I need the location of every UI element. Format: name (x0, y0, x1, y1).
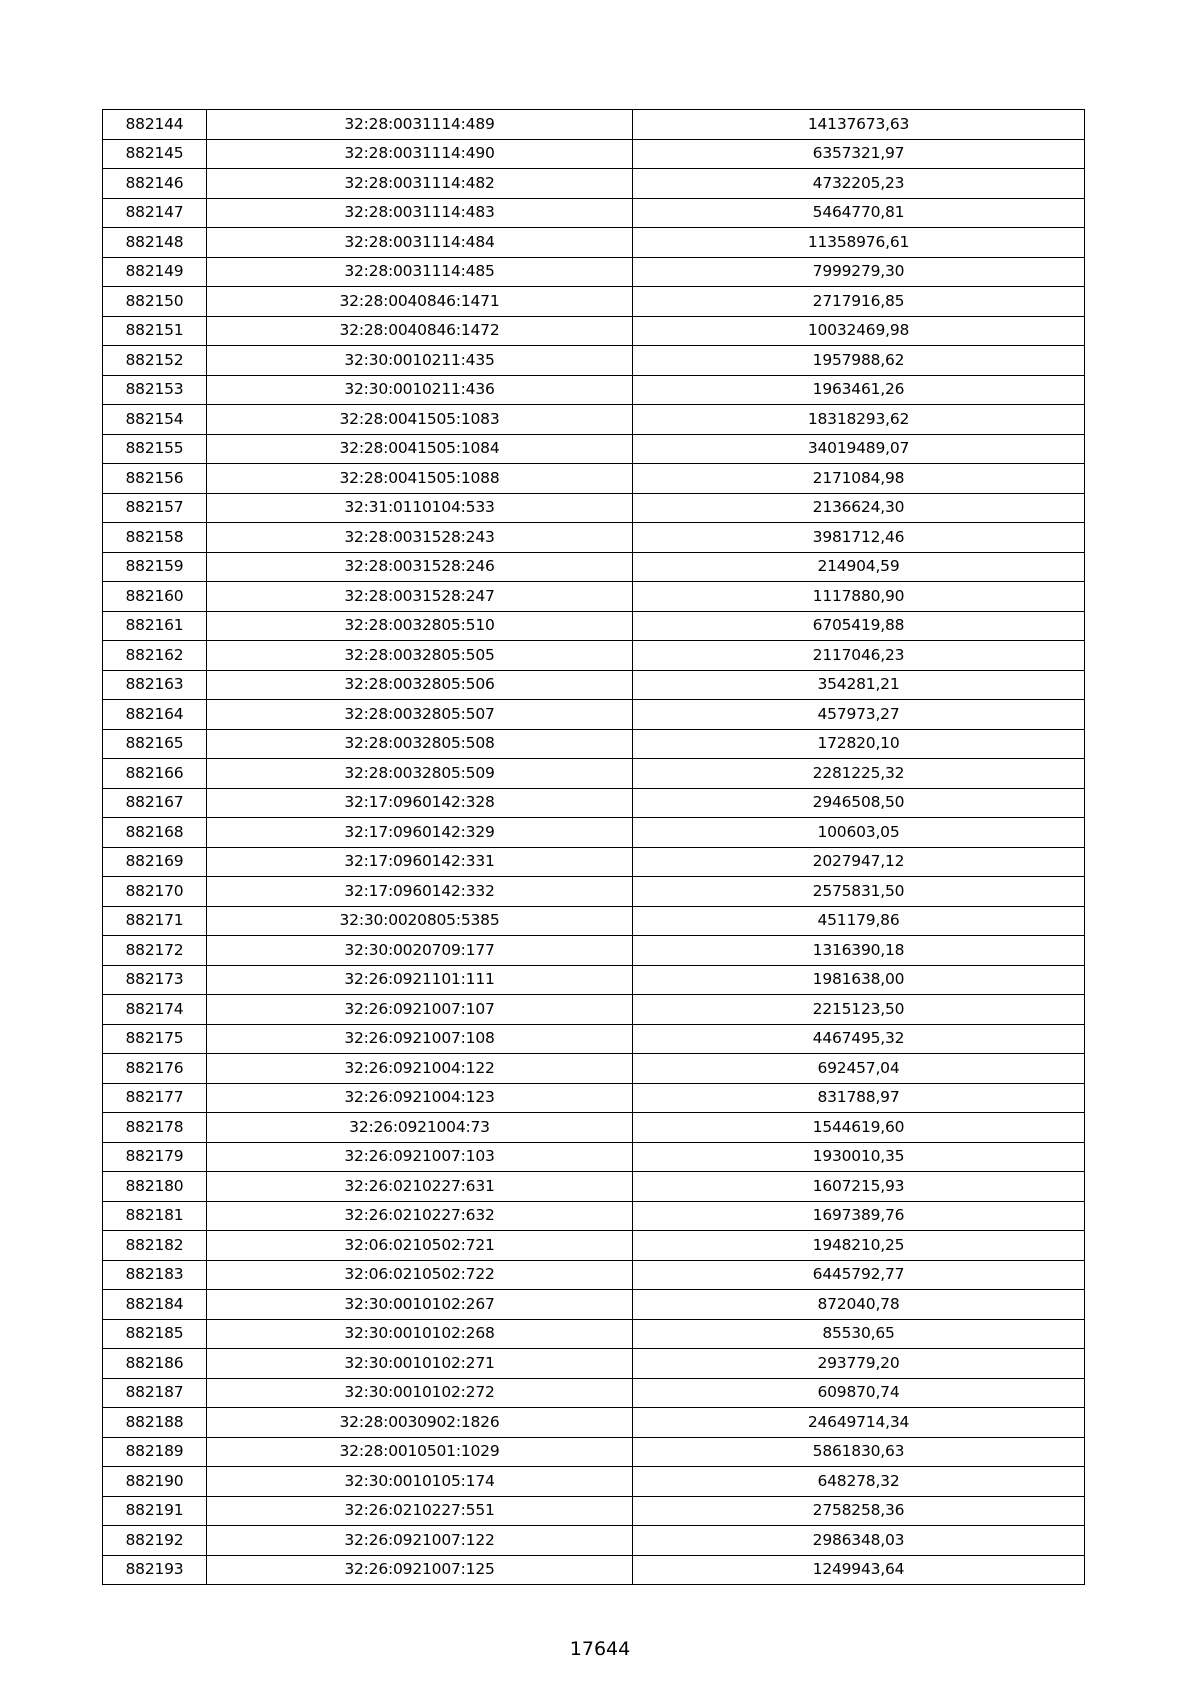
cadastral-value-cell: 1544619,60 (633, 1113, 1085, 1143)
row-number-cell: 882182 (103, 1231, 207, 1261)
row-number-cell: 882168 (103, 818, 207, 848)
row-number-cell: 882171 (103, 906, 207, 936)
table-row (103, 287, 1085, 317)
cadastral-number-cell: 32:17:0960142:332 (207, 877, 633, 907)
cadastral-value-cell: 2136624,30 (633, 493, 1085, 523)
cadastral-number-cell: 32:17:0960142:328 (207, 788, 633, 818)
cadastral-number-cell: 32:30:0010211:435 (207, 346, 633, 376)
table-row (103, 1113, 1085, 1143)
table-row (103, 1142, 1085, 1172)
cadastral-value-cell: 6705419,88 (633, 611, 1085, 641)
row-number-cell: 882191 (103, 1496, 207, 1526)
row-number-cell: 882153 (103, 375, 207, 405)
row-number-cell: 882173 (103, 965, 207, 995)
page-number: 17644 (569, 1638, 631, 1660)
cadastral-number-cell: 32:31:0110104:533 (207, 493, 633, 523)
row-number-cell: 882190 (103, 1467, 207, 1497)
cadastral-value-cell: 2281225,32 (633, 759, 1085, 789)
table-row (103, 1526, 1085, 1556)
cadastral-number-cell: 32:28:0032805:509 (207, 759, 633, 789)
cadastral-number-cell: 32:28:0032805:506 (207, 670, 633, 700)
row-number-cell: 882178 (103, 1113, 207, 1143)
cadastral-number-cell: 32:30:0010102:272 (207, 1378, 633, 1408)
table-row (103, 1467, 1085, 1497)
cadastral-value-cell: 2575831,50 (633, 877, 1085, 907)
table-row (103, 1172, 1085, 1202)
cadastral-number-cell: 32:26:0921004:73 (207, 1113, 633, 1143)
row-number-cell: 882146 (103, 169, 207, 199)
cadastral-number-cell: 32:30:0010105:174 (207, 1467, 633, 1497)
cadastral-value-cell: 831788,97 (633, 1083, 1085, 1113)
table-row (103, 169, 1085, 199)
table-row (103, 906, 1085, 936)
table-row (103, 1349, 1085, 1379)
row-number-cell: 882192 (103, 1526, 207, 1556)
row-number-cell: 882144 (103, 110, 207, 140)
cadastral-value-cell: 5861830,63 (633, 1437, 1085, 1467)
table-row (103, 1437, 1085, 1467)
cadastral-value-cell: 2215123,50 (633, 995, 1085, 1025)
table-row (103, 847, 1085, 877)
row-number-cell: 882148 (103, 228, 207, 258)
row-number-cell: 882185 (103, 1319, 207, 1349)
cadastral-number-cell: 32:28:0032805:505 (207, 641, 633, 671)
row-number-cell: 882149 (103, 257, 207, 287)
cadastral-value-cell: 692457,04 (633, 1054, 1085, 1084)
cadastral-number-cell: 32:26:0210227:551 (207, 1496, 633, 1526)
row-number-cell: 882157 (103, 493, 207, 523)
cadastral-number-cell: 32:26:0921004:122 (207, 1054, 633, 1084)
cadastral-value-cell: 1948210,25 (633, 1231, 1085, 1261)
cadastral-value-cell: 1316390,18 (633, 936, 1085, 966)
row-number-cell: 882176 (103, 1054, 207, 1084)
table-row (103, 552, 1085, 582)
table-row (103, 611, 1085, 641)
cadastral-number-cell: 32:28:0031114:485 (207, 257, 633, 287)
cadastral-value-cell: 451179,86 (633, 906, 1085, 936)
cadastral-number-cell: 32:26:0210227:631 (207, 1172, 633, 1202)
table-row (103, 464, 1085, 494)
cadastral-value-cell: 4732205,23 (633, 169, 1085, 199)
table-row (103, 198, 1085, 228)
cadastral-number-cell: 32:28:0032805:510 (207, 611, 633, 641)
cadastral-value-cell: 1957988,62 (633, 346, 1085, 376)
cadastral-value-cell: 172820,10 (633, 729, 1085, 759)
cadastral-value-cell: 1697389,76 (633, 1201, 1085, 1231)
cadastral-number-cell: 32:30:0010102:271 (207, 1349, 633, 1379)
cadastral-value-cell: 648278,32 (633, 1467, 1085, 1497)
table-row (103, 434, 1085, 464)
cadastral-number-cell: 32:28:0041505:1088 (207, 464, 633, 494)
cadastral-number-cell: 32:06:0210502:722 (207, 1260, 633, 1290)
cadastral-number-cell: 32:17:0960142:329 (207, 818, 633, 848)
cadastral-number-cell: 32:28:0031114:483 (207, 198, 633, 228)
row-number-cell: 882187 (103, 1378, 207, 1408)
cadastral-number-cell: 32:28:0032805:507 (207, 700, 633, 730)
cadastral-value-cell: 1981638,00 (633, 965, 1085, 995)
table-row (103, 375, 1085, 405)
row-number-cell: 882151 (103, 316, 207, 346)
row-number-cell: 882150 (103, 287, 207, 317)
table-row (103, 1496, 1085, 1526)
row-number-cell: 882156 (103, 464, 207, 494)
cadastral-number-cell: 32:26:0921004:123 (207, 1083, 633, 1113)
row-number-cell: 882164 (103, 700, 207, 730)
cadastral-number-cell: 32:28:0031528:247 (207, 582, 633, 612)
cadastral-number-cell: 32:26:0921101:111 (207, 965, 633, 995)
table-row (103, 1260, 1085, 1290)
table-row (103, 1319, 1085, 1349)
row-number-cell: 882145 (103, 139, 207, 169)
row-number-cell: 882163 (103, 670, 207, 700)
table-row (103, 1290, 1085, 1320)
table-row (103, 877, 1085, 907)
table-row (103, 493, 1085, 523)
row-number-cell: 882181 (103, 1201, 207, 1231)
table-row (103, 316, 1085, 346)
table-row (103, 759, 1085, 789)
cadastral-value-cell: 2171084,98 (633, 464, 1085, 494)
cadastral-value-cell: 609870,74 (633, 1378, 1085, 1408)
cadastral-value-cell: 6357321,97 (633, 139, 1085, 169)
row-number-cell: 882169 (103, 847, 207, 877)
cadastral-number-cell: 32:30:0010211:436 (207, 375, 633, 405)
cadastral-value-cell: 214904,59 (633, 552, 1085, 582)
cadastral-value-cell: 2117046,23 (633, 641, 1085, 671)
table-row (103, 1378, 1085, 1408)
cadastral-value-cell: 2717916,85 (633, 287, 1085, 317)
cadastral-value-cell: 354281,21 (633, 670, 1085, 700)
cadastral-number-cell: 32:28:0041505:1083 (207, 405, 633, 435)
table-row (103, 965, 1085, 995)
row-number-cell: 882177 (103, 1083, 207, 1113)
cadastral-number-cell: 32:28:0041505:1084 (207, 434, 633, 464)
cadastral-value-cell: 2758258,36 (633, 1496, 1085, 1526)
row-number-cell: 882172 (103, 936, 207, 966)
cadastral-number-cell: 32:30:0010102:267 (207, 1290, 633, 1320)
row-number-cell: 882170 (103, 877, 207, 907)
cadastral-value-cell: 18318293,62 (633, 405, 1085, 435)
table-row (103, 346, 1085, 376)
table-row (103, 995, 1085, 1025)
cadastral-value-cell: 100603,05 (633, 818, 1085, 848)
cadastral-number-cell: 32:26:0921007:103 (207, 1142, 633, 1172)
row-number-cell: 882183 (103, 1260, 207, 1290)
cadastral-value-cell: 1607215,93 (633, 1172, 1085, 1202)
table-row (103, 1024, 1085, 1054)
table-row (103, 1201, 1085, 1231)
cadastral-number-cell: 32:28:0031114:489 (207, 110, 633, 140)
table-row (103, 936, 1085, 966)
cadastral-number-cell: 32:17:0960142:331 (207, 847, 633, 877)
cadastral-value-cell: 85530,65 (633, 1319, 1085, 1349)
row-number-cell: 882159 (103, 552, 207, 582)
cadastral-value-cell: 10032469,98 (633, 316, 1085, 346)
cadastral-number-cell: 32:28:0040846:1472 (207, 316, 633, 346)
cadastral-number-cell: 32:06:0210502:721 (207, 1231, 633, 1261)
row-number-cell: 882167 (103, 788, 207, 818)
row-number-cell: 882147 (103, 198, 207, 228)
table-row (103, 228, 1085, 258)
table-row (103, 729, 1085, 759)
cadastral-number-cell: 32:28:0031528:243 (207, 523, 633, 553)
row-number-cell: 882155 (103, 434, 207, 464)
row-number-cell: 882152 (103, 346, 207, 376)
cadastral-value-cell: 4467495,32 (633, 1024, 1085, 1054)
cadastral-value-cell: 5464770,81 (633, 198, 1085, 228)
row-number-cell: 882186 (103, 1349, 207, 1379)
cadastral-value-cell: 6445792,77 (633, 1260, 1085, 1290)
row-number-cell: 882162 (103, 641, 207, 671)
cadastral-value-cell: 293779,20 (633, 1349, 1085, 1379)
table-body (103, 110, 1085, 1585)
cadastral-value-cell: 14137673,63 (633, 110, 1085, 140)
row-number-cell: 882160 (103, 582, 207, 612)
table-row (103, 523, 1085, 553)
table-row (103, 1083, 1085, 1113)
cadastral-value-cell: 457973,27 (633, 700, 1085, 730)
cadastral-value-cell: 24649714,34 (633, 1408, 1085, 1438)
cadastral-number-cell: 32:30:0020805:5385 (207, 906, 633, 936)
table-row (103, 641, 1085, 671)
row-number-cell: 882175 (103, 1024, 207, 1054)
cadastral-value-table-container (102, 109, 1084, 1585)
cadastral-number-cell: 32:28:0032805:508 (207, 729, 633, 759)
row-number-cell: 882161 (103, 611, 207, 641)
cadastral-value-cell: 1963461,26 (633, 375, 1085, 405)
row-number-cell: 882174 (103, 995, 207, 1025)
table-row (103, 1054, 1085, 1084)
cadastral-value-cell: 2986348,03 (633, 1526, 1085, 1556)
cadastral-value-cell: 7999279,30 (633, 257, 1085, 287)
cadastral-value-table (102, 109, 1085, 1585)
row-number-cell: 882184 (103, 1290, 207, 1320)
row-number-cell: 882188 (103, 1408, 207, 1438)
cadastral-value-cell: 2027947,12 (633, 847, 1085, 877)
table-row (103, 1555, 1085, 1585)
cadastral-number-cell: 32:28:0031114:484 (207, 228, 633, 258)
cadastral-number-cell: 32:28:0031528:246 (207, 552, 633, 582)
cadastral-number-cell: 32:28:0031114:482 (207, 169, 633, 199)
cadastral-value-cell: 34019489,07 (633, 434, 1085, 464)
row-number-cell: 882193 (103, 1555, 207, 1585)
cadastral-value-cell: 3981712,46 (633, 523, 1085, 553)
row-number-cell: 882165 (103, 729, 207, 759)
table-row (103, 788, 1085, 818)
table-row (103, 1231, 1085, 1261)
table-row (103, 700, 1085, 730)
row-number-cell: 882179 (103, 1142, 207, 1172)
cadastral-number-cell: 32:28:0040846:1471 (207, 287, 633, 317)
table-row (103, 582, 1085, 612)
table-row (103, 257, 1085, 287)
cadastral-value-cell: 1249943,64 (633, 1555, 1085, 1585)
cadastral-number-cell: 32:28:0031114:490 (207, 139, 633, 169)
cadastral-number-cell: 32:26:0921007:108 (207, 1024, 633, 1054)
cadastral-number-cell: 32:30:0010102:268 (207, 1319, 633, 1349)
cadastral-number-cell: 32:26:0921007:125 (207, 1555, 633, 1585)
cadastral-number-cell: 32:26:0921007:122 (207, 1526, 633, 1556)
cadastral-value-cell: 11358976,61 (633, 228, 1085, 258)
cadastral-number-cell: 32:28:0030902:1826 (207, 1408, 633, 1438)
row-number-cell: 882166 (103, 759, 207, 789)
row-number-cell: 882154 (103, 405, 207, 435)
table-row (103, 1408, 1085, 1438)
row-number-cell: 882189 (103, 1437, 207, 1467)
row-number-cell: 882158 (103, 523, 207, 553)
cadastral-number-cell: 32:26:0921007:107 (207, 995, 633, 1025)
table-row (103, 139, 1085, 169)
table-row (103, 405, 1085, 435)
table-row (103, 818, 1085, 848)
row-number-cell: 882180 (103, 1172, 207, 1202)
cadastral-number-cell: 32:26:0210227:632 (207, 1201, 633, 1231)
table-row (103, 670, 1085, 700)
cadastral-value-cell: 1117880,90 (633, 582, 1085, 612)
cadastral-value-cell: 872040,78 (633, 1290, 1085, 1320)
cadastral-value-cell: 2946508,50 (633, 788, 1085, 818)
cadastral-number-cell: 32:28:0010501:1029 (207, 1437, 633, 1467)
cadastral-number-cell: 32:30:0020709:177 (207, 936, 633, 966)
table-row (103, 110, 1085, 140)
cadastral-value-cell: 1930010,35 (633, 1142, 1085, 1172)
